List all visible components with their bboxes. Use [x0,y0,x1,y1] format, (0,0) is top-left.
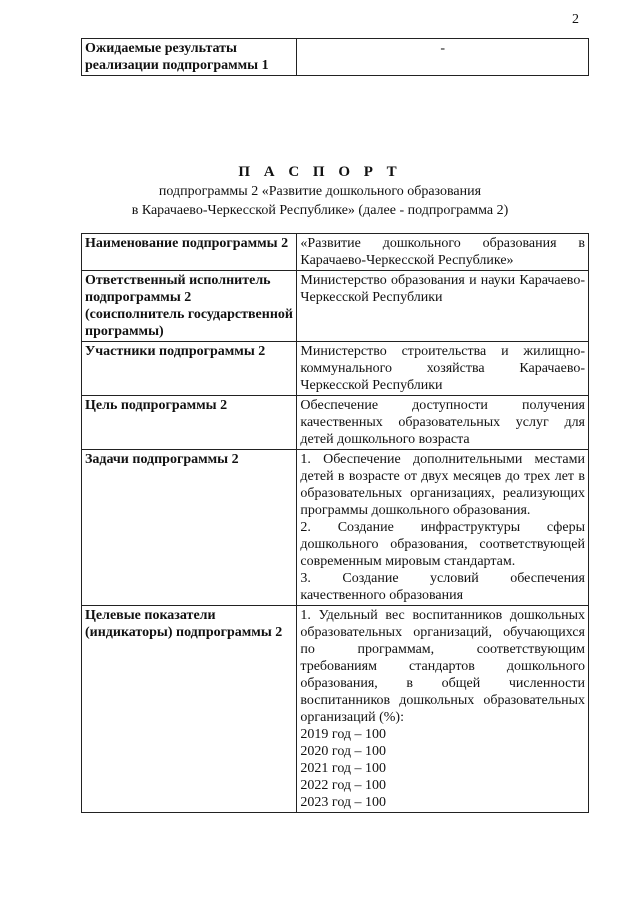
row-value-line: «Развитие дошкольного образования в Карачаево-Черкесской Республике» [300,236,585,268]
row-value-line: Министерство строительства и жилищно-коммунального хозяйства Карачаево-Черкесской Республики [300,344,585,393]
page-number: 2 [572,12,579,27]
table-row [82,396,589,450]
row-label: Цель подпрограммы 2 [82,396,297,450]
row-value-line: 2019 год – 100 [300,727,387,742]
row-value-line: Министерство образования и науки Карачаево-Черкесской Республики [300,273,585,305]
row-value-line: 1. Удельный вес воспитанников дошкольных образовательных организаций, обучающихся по программам, соответствующим требованиям стандартов дошкольного образования, в общей численности воспитанников дошкольных образовательных организаций (%): [300,608,585,725]
passport-heading [0,162,640,220]
passport-subtitle-line2: в Карачаево-Черкесской Республике» (далее - подпрограмма 2) [131,203,509,218]
table-row [82,234,589,271]
table-row [82,39,589,76]
row-value [297,271,589,342]
row-value-line: 2022 год – 100 [300,778,387,793]
row-value-line: Обеспечение доступности получения качественных образовательных услуг для детей дошкольного возраста [300,398,585,447]
row-value-line: 2. Создание инфраструктуры сферы дошкольного образования, соответствующей современным мировым стандартам. [300,520,585,569]
table-row [82,606,589,813]
row-value-line: 1. Обеспечение дополнительными местами детей в возрасте от двух месяцев до трех лет в образовательных организациях, реализующих программы дошкольного образования. [300,452,585,518]
passport-table [81,233,589,813]
row-label: Участники подпрограммы 2 [82,342,297,396]
row-value [297,450,589,606]
row-value [297,606,589,813]
row-label: Ответственный исполнитель подпрограммы 2 (соисполнитель государственной программы) [82,271,297,342]
top-table-label: Ожидаемые результаты реализации подпрограммы 1 [82,39,297,76]
row-value [297,396,589,450]
top-table [81,38,589,76]
row-value-line: 2020 год – 100 [300,744,387,759]
table-row [82,342,589,396]
passport-title: П А С П О Р Т [238,164,402,180]
row-value [297,234,589,271]
table-row [82,271,589,342]
row-value-line: 2021 год – 100 [300,761,387,776]
row-label: Задачи подпрограммы 2 [82,450,297,606]
row-value [297,342,589,396]
row-label: Целевые показатели (индикаторы) подпрограммы 2 [82,606,297,813]
top-table-value: - [297,39,589,76]
row-value-line: 2023 год – 100 [300,795,387,810]
passport-subtitle-line1: подпрограммы 2 «Развитие дошкольного образования [158,184,482,199]
table-row [82,450,589,606]
row-label: Наименование подпрограммы 2 [82,234,297,271]
row-value-line: 3. Создание условий обеспечения качественного образования [300,571,585,603]
